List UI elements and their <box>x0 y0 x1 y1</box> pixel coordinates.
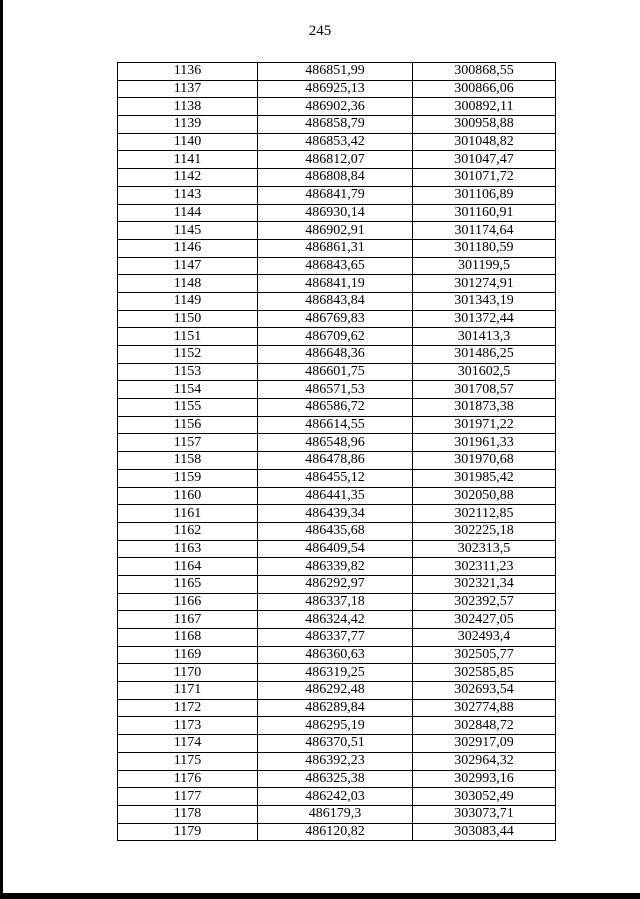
y-coordinate-cell: 301071,72 <box>413 169 556 187</box>
point-number-cell: 1175 <box>118 752 258 770</box>
point-number-cell: 1147 <box>118 257 258 275</box>
table-row <box>118 629 556 647</box>
x-coordinate-cell: 486586,72 <box>258 399 413 417</box>
x-coordinate-cell: 486324,42 <box>258 611 413 629</box>
page-number: 245 <box>308 23 332 39</box>
point-number-cell: 1148 <box>118 275 258 293</box>
point-number-cell: 1143 <box>118 186 258 204</box>
point-number-cell: 1169 <box>118 646 258 664</box>
point-number-cell: 1142 <box>118 169 258 187</box>
y-coordinate-cell: 301413,3 <box>413 328 556 346</box>
point-number-cell: 1136 <box>118 63 258 81</box>
y-coordinate-cell: 301961,33 <box>413 434 556 452</box>
point-number-cell: 1159 <box>118 469 258 487</box>
table-row <box>118 222 556 240</box>
y-coordinate-cell: 301106,89 <box>413 186 556 204</box>
y-coordinate-cell: 302505,77 <box>413 646 556 664</box>
table-row <box>118 346 556 364</box>
point-number-cell: 1162 <box>118 522 258 540</box>
y-coordinate-cell: 303073,71 <box>413 805 556 823</box>
point-number-cell: 1171 <box>118 682 258 700</box>
table-row <box>118 487 556 505</box>
x-coordinate-cell: 486392,23 <box>258 752 413 770</box>
x-coordinate-cell: 486179,3 <box>258 805 413 823</box>
x-coordinate-cell: 486120,82 <box>258 823 413 841</box>
x-coordinate-cell: 486853,42 <box>258 133 413 151</box>
point-number-cell: 1161 <box>118 505 258 523</box>
point-number-cell: 1141 <box>118 151 258 169</box>
table-row <box>118 558 556 576</box>
y-coordinate-cell: 301343,19 <box>413 292 556 310</box>
table-row <box>118 540 556 558</box>
table-row <box>118 328 556 346</box>
y-coordinate-cell: 301180,59 <box>413 239 556 257</box>
x-coordinate-cell: 486902,91 <box>258 222 413 240</box>
x-coordinate-cell: 486843,65 <box>258 257 413 275</box>
x-coordinate-cell: 486289,84 <box>258 699 413 717</box>
point-number-cell: 1168 <box>118 629 258 647</box>
y-coordinate-cell: 302493,4 <box>413 629 556 647</box>
point-number-cell: 1176 <box>118 770 258 788</box>
point-number-cell: 1152 <box>118 346 258 364</box>
x-coordinate-cell: 486769,83 <box>258 310 413 328</box>
y-coordinate-cell: 302993,16 <box>413 770 556 788</box>
scan-bottom-edge <box>0 893 640 899</box>
x-coordinate-cell: 486861,31 <box>258 239 413 257</box>
y-coordinate-cell: 302693,54 <box>413 682 556 700</box>
x-coordinate-cell: 486930,14 <box>258 204 413 222</box>
point-number-cell: 1167 <box>118 611 258 629</box>
x-coordinate-cell: 486858,79 <box>258 116 413 134</box>
x-coordinate-cell: 486843,84 <box>258 292 413 310</box>
y-coordinate-cell: 302112,85 <box>413 505 556 523</box>
x-coordinate-cell: 486808,84 <box>258 169 413 187</box>
table-row <box>118 717 556 735</box>
y-coordinate-cell: 301873,38 <box>413 399 556 417</box>
point-number-cell: 1150 <box>118 310 258 328</box>
y-coordinate-cell: 302321,34 <box>413 575 556 593</box>
table-row <box>118 469 556 487</box>
y-coordinate-cell: 301160,91 <box>413 204 556 222</box>
point-number-cell: 1170 <box>118 664 258 682</box>
point-number-cell: 1156 <box>118 416 258 434</box>
y-coordinate-cell: 301372,44 <box>413 310 556 328</box>
table-row <box>118 310 556 328</box>
point-number-cell: 1155 <box>118 399 258 417</box>
y-coordinate-cell: 302427,05 <box>413 611 556 629</box>
x-coordinate-cell: 486295,19 <box>258 717 413 735</box>
table-row <box>118 752 556 770</box>
y-coordinate-cell: 301174,64 <box>413 222 556 240</box>
table-row <box>118 788 556 806</box>
table-row <box>118 63 556 81</box>
point-number-cell: 1177 <box>118 788 258 806</box>
x-coordinate-cell: 486292,97 <box>258 575 413 593</box>
table-row <box>118 770 556 788</box>
x-coordinate-cell: 486902,36 <box>258 98 413 116</box>
x-coordinate-cell: 486851,99 <box>258 63 413 81</box>
x-coordinate-cell: 486571,53 <box>258 381 413 399</box>
x-coordinate-cell: 486841,79 <box>258 186 413 204</box>
table-row <box>118 133 556 151</box>
y-coordinate-cell: 301971,22 <box>413 416 556 434</box>
table-row <box>118 186 556 204</box>
x-coordinate-cell: 486242,03 <box>258 788 413 806</box>
table-row <box>118 151 556 169</box>
table-row <box>118 381 556 399</box>
x-coordinate-cell: 486455,12 <box>258 469 413 487</box>
table-row <box>118 275 556 293</box>
x-coordinate-cell: 486339,82 <box>258 558 413 576</box>
point-number-cell: 1139 <box>118 116 258 134</box>
x-coordinate-cell: 486292,48 <box>258 682 413 700</box>
table-row <box>118 98 556 116</box>
y-coordinate-cell: 301708,57 <box>413 381 556 399</box>
point-number-cell: 1166 <box>118 593 258 611</box>
point-number-cell: 1163 <box>118 540 258 558</box>
point-number-cell: 1144 <box>118 204 258 222</box>
y-coordinate-cell: 302311,23 <box>413 558 556 576</box>
table-row <box>118 363 556 381</box>
point-number-cell: 1179 <box>118 823 258 841</box>
table-row <box>118 257 556 275</box>
y-coordinate-cell: 302848,72 <box>413 717 556 735</box>
point-number-cell: 1151 <box>118 328 258 346</box>
x-coordinate-cell: 486614,55 <box>258 416 413 434</box>
table-row <box>118 735 556 753</box>
point-number-cell: 1145 <box>118 222 258 240</box>
x-coordinate-cell: 486548,96 <box>258 434 413 452</box>
y-coordinate-cell: 301602,5 <box>413 363 556 381</box>
table-row <box>118 823 556 841</box>
table-row <box>118 575 556 593</box>
x-coordinate-cell: 486325,38 <box>258 770 413 788</box>
point-number-cell: 1157 <box>118 434 258 452</box>
y-coordinate-cell: 300866,06 <box>413 80 556 98</box>
x-coordinate-cell: 486601,75 <box>258 363 413 381</box>
y-coordinate-cell: 302392,57 <box>413 593 556 611</box>
point-number-cell: 1165 <box>118 575 258 593</box>
table-row <box>118 116 556 134</box>
table-row <box>118 805 556 823</box>
table-row <box>118 292 556 310</box>
y-coordinate-cell: 303052,49 <box>413 788 556 806</box>
table-row <box>118 522 556 540</box>
x-coordinate-cell: 486841,19 <box>258 275 413 293</box>
table-row <box>118 169 556 187</box>
y-coordinate-cell: 301199,5 <box>413 257 556 275</box>
y-coordinate-cell: 300958,88 <box>413 116 556 134</box>
x-coordinate-cell: 486709,62 <box>258 328 413 346</box>
table-row <box>118 239 556 257</box>
x-coordinate-cell: 486370,51 <box>258 735 413 753</box>
y-coordinate-cell: 302585,85 <box>413 664 556 682</box>
y-coordinate-cell: 302964,32 <box>413 752 556 770</box>
x-coordinate-cell: 486435,68 <box>258 522 413 540</box>
y-coordinate-cell: 301274,91 <box>413 275 556 293</box>
point-number-cell: 1146 <box>118 239 258 257</box>
table-row <box>118 505 556 523</box>
y-coordinate-cell: 303083,44 <box>413 823 556 841</box>
x-coordinate-cell: 486441,35 <box>258 487 413 505</box>
y-coordinate-cell: 300892,11 <box>413 98 556 116</box>
y-coordinate-cell: 301985,42 <box>413 469 556 487</box>
table-row <box>118 416 556 434</box>
coordinates-table <box>117 62 556 841</box>
y-coordinate-cell: 302225,18 <box>413 522 556 540</box>
y-coordinate-cell: 302313,5 <box>413 540 556 558</box>
point-number-cell: 1137 <box>118 80 258 98</box>
table-row <box>118 452 556 470</box>
y-coordinate-cell: 302050,88 <box>413 487 556 505</box>
table-row <box>118 611 556 629</box>
point-number-cell: 1154 <box>118 381 258 399</box>
y-coordinate-cell: 302917,09 <box>413 735 556 753</box>
table-row <box>118 204 556 222</box>
table-row <box>118 399 556 417</box>
x-coordinate-cell: 486337,18 <box>258 593 413 611</box>
table-row <box>118 434 556 452</box>
y-coordinate-cell: 301047,47 <box>413 151 556 169</box>
point-number-cell: 1174 <box>118 735 258 753</box>
point-number-cell: 1153 <box>118 363 258 381</box>
point-number-cell: 1138 <box>118 98 258 116</box>
table-row <box>118 699 556 717</box>
x-coordinate-cell: 486812,07 <box>258 151 413 169</box>
point-number-cell: 1164 <box>118 558 258 576</box>
point-number-cell: 1149 <box>118 292 258 310</box>
table-row <box>118 646 556 664</box>
x-coordinate-cell: 486409,54 <box>258 540 413 558</box>
point-number-cell: 1172 <box>118 699 258 717</box>
x-coordinate-cell: 486360,63 <box>258 646 413 664</box>
y-coordinate-cell: 300868,55 <box>413 63 556 81</box>
x-coordinate-cell: 486648,36 <box>258 346 413 364</box>
point-number-cell: 1173 <box>118 717 258 735</box>
point-number-cell: 1160 <box>118 487 258 505</box>
x-coordinate-cell: 486478,86 <box>258 452 413 470</box>
coordinates-table-body <box>118 63 556 841</box>
x-coordinate-cell: 486439,34 <box>258 505 413 523</box>
y-coordinate-cell: 301970,68 <box>413 452 556 470</box>
table-row <box>118 664 556 682</box>
x-coordinate-cell: 486925,13 <box>258 80 413 98</box>
x-coordinate-cell: 486337,77 <box>258 629 413 647</box>
table-row <box>118 80 556 98</box>
table-row <box>118 682 556 700</box>
point-number-cell: 1140 <box>118 133 258 151</box>
point-number-cell: 1158 <box>118 452 258 470</box>
scan-left-edge <box>0 0 3 899</box>
y-coordinate-cell: 302774,88 <box>413 699 556 717</box>
x-coordinate-cell: 486319,25 <box>258 664 413 682</box>
table-row <box>118 593 556 611</box>
point-number-cell: 1178 <box>118 805 258 823</box>
y-coordinate-cell: 301048,82 <box>413 133 556 151</box>
y-coordinate-cell: 301486,25 <box>413 346 556 364</box>
